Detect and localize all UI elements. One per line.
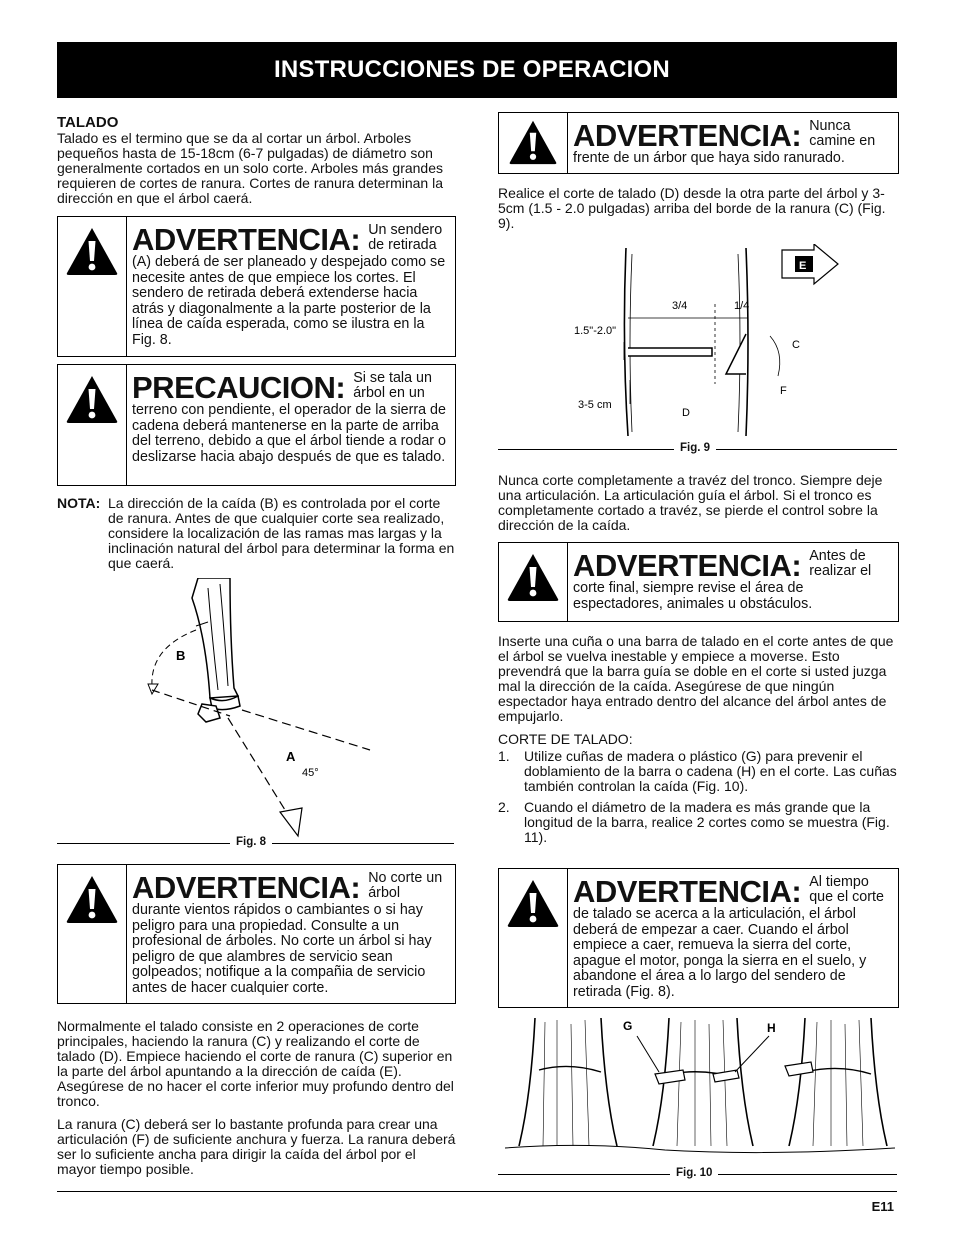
warning-icon-cell — [499, 543, 568, 621]
list-item — [498, 800, 898, 845]
page-title: INSTRUCCIONES DE OPERACION — [274, 56, 670, 83]
fig9-caption: Fig. 9 — [674, 442, 716, 454]
list-item-number: 2. — [498, 799, 510, 815]
fig9-label-one-quarter: 1/4 — [734, 300, 750, 312]
warning-icon-cell — [58, 217, 127, 356]
warning-triangle-icon — [64, 873, 120, 925]
warning-body-text: durante vientos rápidos o cambiantes o si hay peligro para una propiedad. Consulte a un profesional de árboles. No corte un árbol si hay peligro de que alambres de servicio sean golpeados; notifique a la compañia de servicio antes de hacer cualquier corte. — [132, 902, 432, 996]
list-item-text: Utilize cuñas de madera o plástico (G) para prevenir el doblamiento de la barra o cadena (H) en el corte. Las cuñas también controlan la caída (Fig. 10). — [524, 748, 897, 794]
section-title: TALADO — [57, 114, 119, 131]
warning-triangle-icon — [505, 551, 561, 603]
footer-rule — [57, 1191, 897, 1192]
fig9-label-three-quarter: 3/4 — [672, 300, 688, 312]
warning-triangle-icon — [64, 225, 120, 277]
left-bottom-text — [57, 1019, 457, 1185]
hinge-paragraph: Nunca corte completamente a travéz del tronco. Siempre deje una articulación. La articulación guía el árbol. Si el tronco es completamente cortado a travéz, se pierde el control sobre la dirección de la caída. — [498, 472, 883, 533]
hinge-paragraph-block — [498, 473, 898, 541]
fig10-label-h: H — [767, 1021, 776, 1035]
warning-body-text: (A) deberá de ser planeado y despejado como se necesite antes de que empiece los cortes. El sendero de retirada deberá extenderse hacia atrás y diagonalmente a la parte posterior de la línea de caída esperada, como se ilustra en la Fig. 8. — [132, 254, 446, 348]
fig8-angle-label: 45° — [302, 767, 319, 779]
caution-heading: PRECAUCION: — [132, 370, 346, 405]
warning-body-text: de talado se acerca a la articulación, el árbol deberá de empezar a caer. Cuando el árbol empiece a caer, remueva la sierra del corte, apague el motor, ponga la sierra en el suelo, y abandone el área a lo largo del sendero de retirada (Fig. 8). — [573, 906, 867, 1000]
fig8-label-b: B — [176, 648, 186, 663]
warning-lead-text: Un sendero de retirada — [368, 222, 443, 253]
caution-lead-text: Si se tala un árbol en un — [353, 370, 432, 401]
felling-cut-paragraph-block — [498, 186, 898, 239]
warning-triangle-icon — [64, 373, 120, 425]
warning-body-text: corte final, siempre revise el área de espectadores, animales u obstáculos. — [573, 580, 813, 612]
warning-heading: ADVERTENCIA: — [132, 870, 361, 905]
warning-icon-cell — [499, 869, 568, 1007]
note-text: La dirección de la caída (B) es controlada por el corte de ranura. Antes de que cualquier corte sea realizado, considere la localización de las ramas mas largas y la inclinación natural del árbol para determinar la forma en que caerá. — [108, 495, 455, 571]
fig8-label-a: A — [286, 749, 296, 764]
warning-lead-text: No corte un árbol — [368, 870, 443, 901]
warning-icon-cell — [499, 113, 568, 173]
list-title: CORTE DE TALADO: — [498, 731, 633, 747]
note-label: NOTA: — [57, 495, 101, 511]
page-number: E11 — [871, 1199, 894, 1214]
fig10-caption: Fig. 10 — [670, 1167, 718, 1179]
warning-triangle-icon — [505, 118, 561, 166]
warning-box-wind — [57, 864, 456, 1004]
warning-lead-text: Nunca camine en — [809, 118, 876, 149]
list-item — [498, 749, 898, 794]
warning-triangle-icon — [505, 877, 561, 929]
warning-body-text: frente de un árbor que haya sido ranurado. — [573, 150, 845, 166]
intro-paragraph: Talado es el termino que se da al cortar un árbol. Arboles pequeños hasta de 15-18cm (6-7 pulgadas) de diámetro son generalmente cortados en un solo corte. Arboles más grandes requieren de cortes de ranura. Cortes de ranura determinan la dirección en que el árbol caerá. — [57, 130, 444, 206]
caution-icon-cell — [58, 365, 127, 485]
warning-heading: ADVERTENCIA: — [132, 222, 361, 257]
warning-box-retreat-path — [57, 216, 456, 357]
note-block — [57, 496, 457, 571]
fig8-felling-illustration — [130, 578, 380, 840]
list-item-number: 1. — [498, 748, 510, 764]
fig9-label-f: F — [780, 385, 787, 397]
warning-heading: ADVERTENCIA: — [573, 548, 802, 583]
wedge-text-block — [498, 634, 898, 851]
felling-operations-paragraph: Normalmente el talado consiste en 2 operaciones de corte principales, haciendo la ranura (C) y realizando el corte de talado (D). Empiece haciendo el corte de ranura (C) superior en la parte del árbol apuntando a la dirección de caída (E). Asegúrese de no hacer el corte inferior muy profundo dentro del tronco. — [57, 1018, 454, 1109]
fig9-label-e: E — [799, 260, 807, 272]
warning-box-tree-falling — [498, 868, 899, 1008]
fig9-notch-diagram — [570, 244, 850, 440]
warning-lead-text: Antes de realizar el — [809, 548, 872, 579]
fig9-label-cm: 3-5 cm — [578, 399, 612, 411]
warning-box-notched-tree — [498, 112, 899, 174]
notch-depth-paragraph: La ranura (C) deberá ser lo bastante profunda para crear una articulación (F) de suficiente anchura y fuerza. La ranura deberá ser lo suficiente ancha para dirigir la caída del árbol por el mayor tiempo posible. — [57, 1116, 456, 1177]
list-item-text: Cuando el diámetro de la madera es más grande que la longitud de la barra, realice 2 cortes como se muestra (Fig. 11). — [524, 799, 890, 845]
fig10-label-g: G — [623, 1019, 633, 1033]
fig8-caption: Fig. 8 — [230, 836, 272, 848]
caution-box-slope — [57, 364, 456, 486]
left-column — [57, 113, 457, 214]
caution-body-text: terreno con pendiente, el operador de la sierra de cadena deberá mantenerse en la parte de arriba del terreno, debido a que el árbol tiende a rodar o deslizarse hacia abajo después de que es talado. — [132, 402, 446, 465]
warning-heading: ADVERTENCIA: — [573, 118, 802, 153]
felling-cut-paragraph: Realice el corte de talado (D) desde la otra parte del árbol y 3-5cm (1.5 - 2.0 pulgadas) arriba del borde de la ranura (C) (Fig. 9). — [498, 185, 886, 231]
fig9-label-d: D — [682, 407, 690, 419]
fig9-label-inches: 1.5"-2.0" — [574, 325, 617, 337]
fig9-label-c: C — [792, 339, 800, 351]
page-header — [57, 42, 897, 98]
felling-steps-list — [498, 749, 898, 845]
wedge-paragraph: Inserte una cuña o una barra de talado en el corte antes de que el árbol se vuelva inestable y empiece a moverse. Esto prevendrá que la barra guía se doble en el corte si usted juzga mal la dirección de la caída. Asegúrese de que ningún espectador haya entrado dentro del alcance del árbol antes de empujarlo. — [498, 633, 894, 724]
fig10-wedges-illustration — [505, 1016, 895, 1158]
warning-heading: ADVERTENCIA: — [573, 874, 802, 909]
warning-box-final-cut — [498, 542, 899, 622]
warning-lead-text: Al tiempo que el corte — [809, 874, 884, 905]
warning-icon-cell — [58, 865, 127, 1003]
